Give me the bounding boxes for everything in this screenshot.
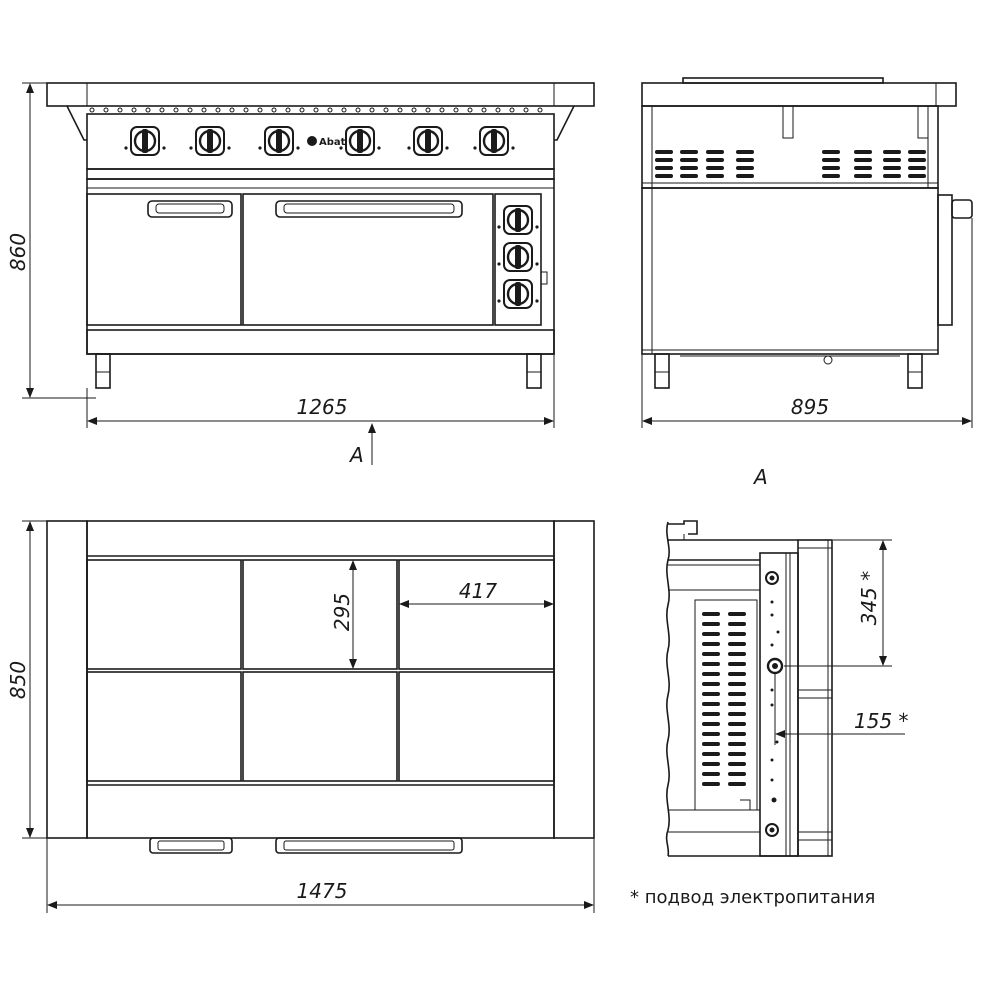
- hotplate-knob-6: [473, 127, 514, 155]
- front-legs: [96, 354, 541, 388]
- hotplate-6: [399, 672, 554, 781]
- svg-text:A: A: [350, 443, 364, 467]
- oven-knob-2: [497, 243, 538, 271]
- rear-service-panel: [760, 553, 798, 856]
- dim-front-height: [6, 83, 96, 398]
- side-door-edge: [938, 195, 952, 325]
- hotplate-2: [243, 560, 397, 669]
- view-a-label: A: [754, 465, 768, 489]
- plinth: [87, 330, 554, 354]
- dim-top-depth: [6, 521, 47, 838]
- svg-text:345 *: 345 *: [857, 570, 881, 626]
- oven-handle-right: [276, 201, 462, 217]
- svg-text:Abat: Abat: [319, 137, 346, 148]
- svg-text:417: 417: [458, 579, 498, 603]
- hotplate-knob-1: [124, 127, 165, 155]
- brand-logo: [307, 136, 346, 148]
- svg-text:1475: 1475: [296, 879, 348, 903]
- hotplate-knob-4: [339, 127, 380, 155]
- rear-louver-slots: [702, 612, 746, 786]
- side-lower-body: [642, 188, 938, 354]
- hotplate-1: [87, 560, 241, 669]
- oven-knob-1: [497, 206, 538, 234]
- svg-text:1265: 1265: [296, 395, 348, 419]
- hotplate-knob-5: [407, 127, 448, 155]
- oven-handle-left: [148, 201, 232, 217]
- svg-text:295: 295: [330, 592, 354, 632]
- power-supply-note: * подвод электропитания: [630, 887, 876, 908]
- side-handle: [952, 200, 972, 218]
- view-a-detail: [667, 521, 832, 856]
- svg-text:155 *: 155 *: [854, 709, 909, 733]
- svg-text:860: 860: [6, 232, 30, 272]
- side-vent-slots: [655, 150, 926, 178]
- side-view: [642, 78, 972, 388]
- view-a-arrow: [348, 424, 372, 467]
- oven-knob-3: [497, 280, 538, 308]
- hotplate-5: [243, 672, 397, 781]
- hotplate-knob-2: [189, 127, 230, 155]
- hotplate-4: [87, 672, 241, 781]
- side-top-surface: [642, 83, 956, 106]
- top-view: [47, 521, 594, 853]
- dim-side-depth: [642, 218, 972, 428]
- panel-band: [87, 169, 554, 179]
- dim-plate-depth: [330, 561, 354, 668]
- svg-text:850: 850: [6, 660, 30, 700]
- side-legs: [655, 354, 922, 388]
- top-handles: [150, 838, 462, 853]
- hotplate-knob-3: [258, 127, 299, 155]
- dim-power-vertical: [784, 540, 892, 666]
- front-top-surface: [47, 83, 594, 106]
- top-side-shelf-left: [47, 521, 87, 838]
- top-side-shelf-right: [554, 521, 594, 838]
- hotplate-3: [399, 560, 554, 669]
- svg-text:895: 895: [790, 395, 830, 419]
- front-view: [47, 83, 594, 388]
- top-surface: [87, 521, 554, 838]
- panel-screws: [766, 572, 782, 836]
- dim-top-width: [47, 838, 594, 913]
- dim-front-width: [87, 354, 554, 428]
- dim-power-horizontal: [775, 674, 909, 745]
- vent-holes-row: [90, 108, 542, 112]
- dim-plate-width: [400, 579, 553, 604]
